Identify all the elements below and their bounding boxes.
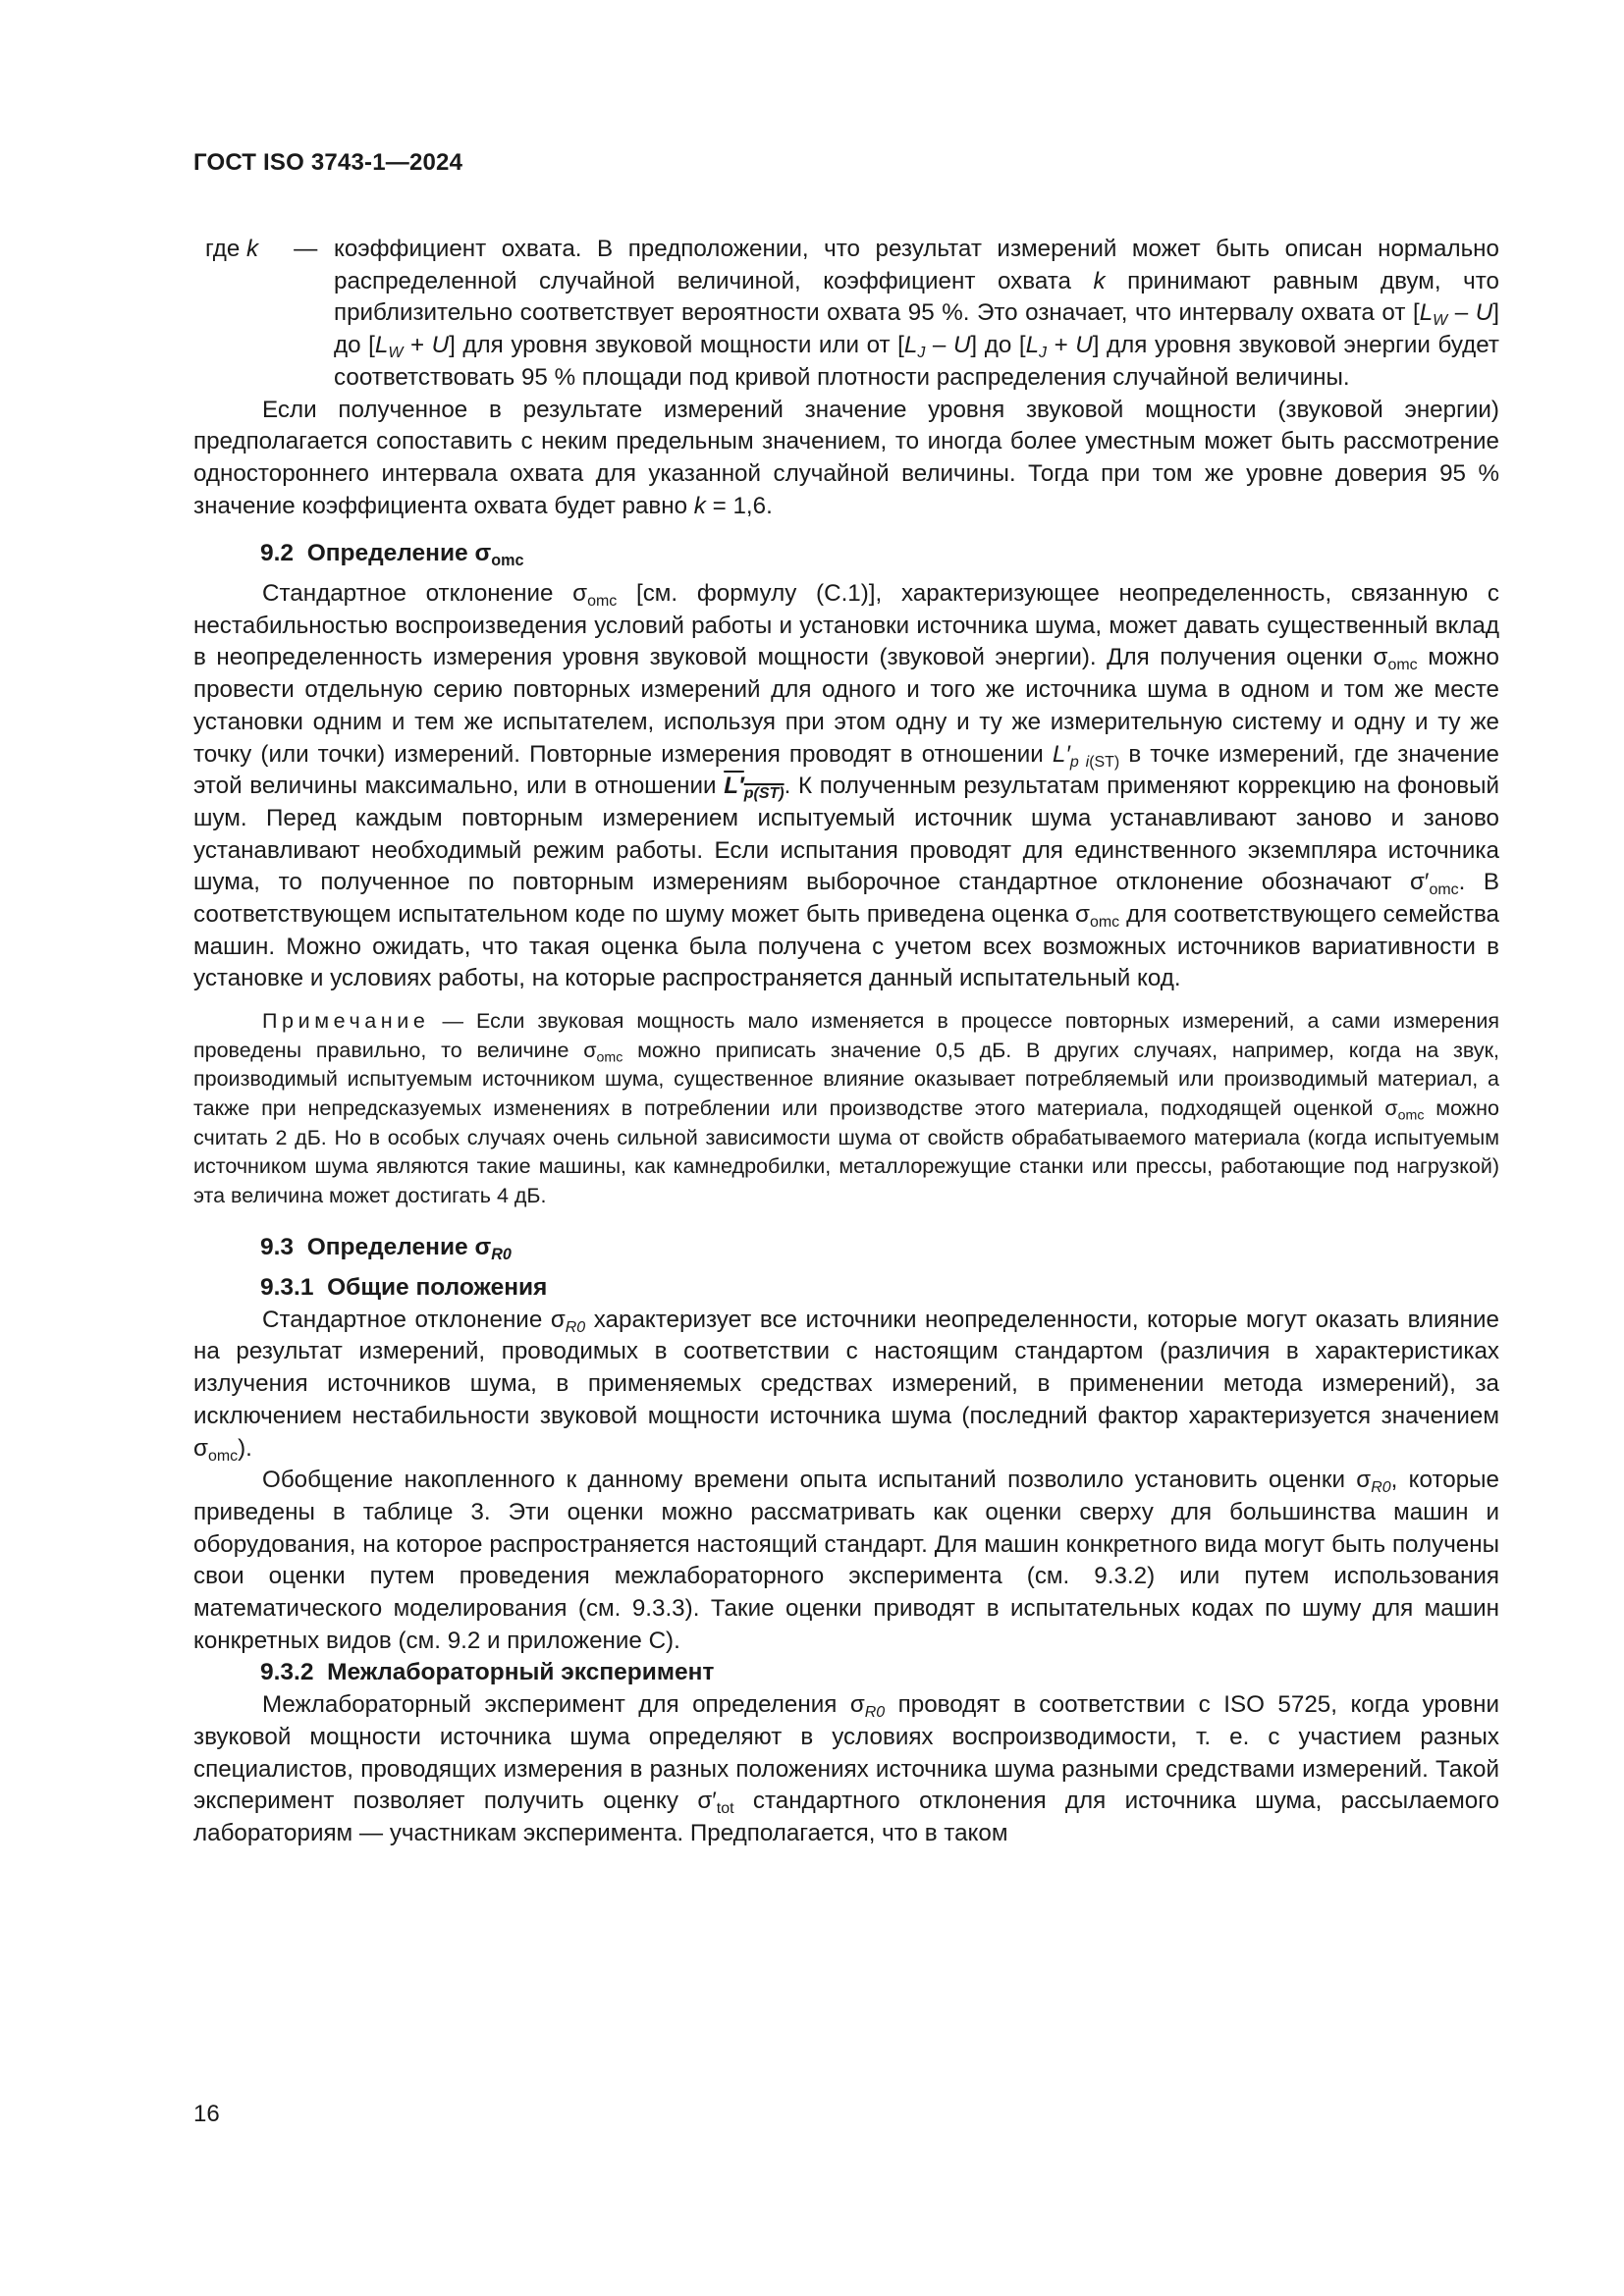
note-label: Примечание [262,1009,430,1034]
section-9-2-paragraph: Стандартное отклонение $\sigma_{omc}$ [см. формулу (С.1)], характеризующее неопределенность, связанную с нестабильностью воспроизведения условий работы и установки источника шума, может давать существенный вклад в неопределенность измерения уровня звуковой мощности (звуковой энергии). Для получения оценки $\sigma_{omc}$ можно провести отдельную серию повторных измерений для одного и того же источника шума в одном и том же месте установки одним и тем же испытателем, используя при этом одну и ту же измерительную систему и одну и ту же точку (или точки) измерений. Повторные измерения проводят в отношении $L'_{p i(ST)}$ в точке измерений, где значение этой величины максимально, или в отношении $L'_{p(ST)}$. К полученным результатам применяют коррекцию на фоновый шум. Перед каждым повторным измерением испытуемый источник шума устанавливают заново и заново устанавливают необходимый режим работы. Если испытания проводят для единственного экземпляра источника шума, то полученное по повторным измерениям выборочное стандартное отклонение обозначают $\sigma'_{omc}$. В соответствующем испытательном коде по шуму может быть приведена оценка $\sigma_{omc}$ для соответствующего семейства машин. Можно ожидать, что такая оценка была получена с учетом всех возможных источников вариативности в установке и условиях работы, на которые распространяется данный испытательный код. [193,580,1500,992]
section-9-3-2-heading: 9.3.2 Межлабораторный эксперимент [260,1659,715,1686]
main-text [193,234,1499,1850]
section-9-3-1-paragraph-2: Обобщение накопленного к данному времени опыта испытаний позволило установить оценки $\sigma_{R0}$, которые приведены в таблице 3. Эти оценки можно рассматривать как оценки сверху для большинства машин и оборудования, на которое распространяется настоящий стандарт. Для машин конкретного вида могут быть получены свои оценки путем проведения межлабораторного эксперимента (см. 9.3.2) или путем использования математического моделирования (см. 9.3.3). Такие оценки приводят в испытательных кодах по шуму для машин конкретных видов (см. 9.2 и приложение С). [193,1467,1499,1654]
one-sided-interval-paragraph: Если полученное в результате измерений значение уровня звуковой мощности (звуковой энергии) предполагается сопоставить с неким предельным значением, то иногда более уместным может быть рассмотрение одностороннего интервала охвата для указанной случайной величины. Тогда при том же уровне доверия 95 % значение коэффициента охвата будет равно k = 1,6. [193,396,1499,519]
section-9-3-1-paragraph-1: Стандартное отклонение $\sigma_{R0}$ характеризует все источники неопределенности, которые могут оказать влияние на результат измерений, проводимых в соответствии с настоящим стандартом (различия в характеристиках излучения источников шума, в применяемых средствах измерений, в применении метода измерений), за исключением нестабильности звуковой мощности источника шума (последний фактор характеризуется значением $\sigma_{omc}$). [193,1306,1499,1465]
mean-level-symbol: $L'_{p(ST)}$ [724,773,785,803]
section-9-3-2-paragraph: Межлабораторный эксперимент для определения $\sigma_{R0}$ проводят в соответствии с ISO 5725, когда уровни звуковой мощности источника шума определяют в условиях воспроизводимости, т. е. с участием разных специалистов, проводящих измерения в разных положениях источника шума разными средствами измерений. Такой эксперимент позволяет получить оценку $\sigma'_{tot}$ стандартного отклонения для источника шума, рассылаемого лабораториям — участникам эксперимента. Предполагается, что в таком [193,1691,1499,1846]
coverage-factor-definition: где k — коэффициент охвата. В предположении, что результат измерений может быть описан нормально распределенной случайной величиной, коэффициент охвата k принимают равным двум, что приблизительно соответствует вероятности охвата 95 %. Это означает, что интервалу охвата от $[L_W - U]$ до $[L_W + U]$ для уровня звуковой мощности или от $[L_J - U]$ до $[L_J + U]$ для уровня звуковой энергии будет соответствовать 95 % площади под кривой плотности распределения случайной величины. [205,236,1499,391]
where-label: где k — [205,236,318,262]
note-paragraph: Примечание — Если звуковая мощность мало изменяется в процессе повторных измерений, а сами измерения проведены правильно, то величине $\sigma_{omc}$ можно приписать значение 0,5 дБ. В других случаях, например, когда на звук, производимый испытуемым источником шума, существенное влияние оказывает потребляемый или производимый материал, а также при непредсказуемых изменениях в потреблении или производстве этого материала, подходящей оценкой $\sigma_{omc}$ можно считать 2 дБ. Но в особых случаях очень сильной зависимости шума от свойств обрабатываемого материала (когда испытуемым источником шума являются такие машины, как камнедробилки, металлорежущие станки или прессы, работающие под нагрузкой) эта величина может достигать 4 дБ. [193,1009,1499,1207]
section-9-3-1-heading: 9.3.1 Общие положения [260,1274,548,1302]
document-header: ГОСТ ISO 3743-1—2024 [193,149,463,176]
page-number: 16 [193,2101,220,2127]
section-9-3-heading: 9.3 Определение $\sigma_{R0}$ [260,1234,512,1264]
section-9-2-heading: 9.2 Определение $\sigma_{omc}$ [260,540,524,570]
